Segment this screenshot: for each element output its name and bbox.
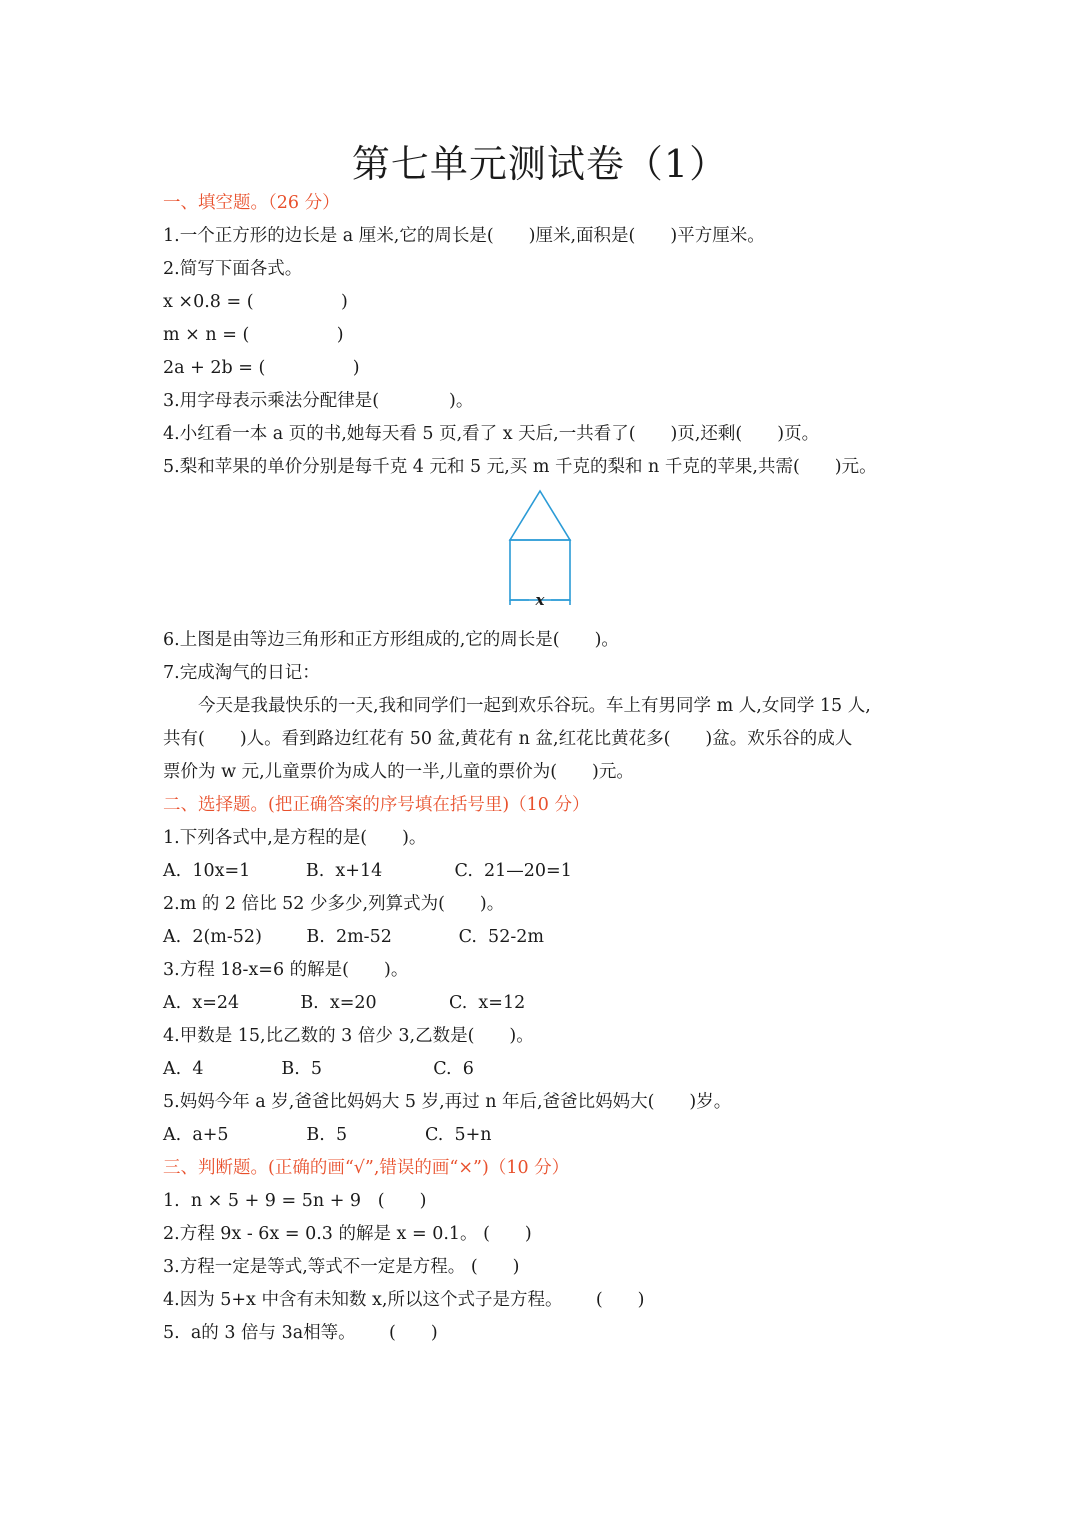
section-3-heading: 三、判断题。(正确的画“√”,错误的画“×”)（10 分） <box>163 1158 570 1178</box>
s1-question-5: 5.梨和苹果的单价分别是每千克 4 元和 5 元,买 m 千克的梨和 n 千克的苹果,共需( )元。 <box>163 457 877 477</box>
s2-options-2: A. 2(m-52) B. 2m-52 C. 52-2m <box>163 927 544 947</box>
s1-question-4: 4.小红看一本 a 页的书,她每天看 5 页,看了 x 天后,一共看了( )页,还剩( )页。 <box>163 424 820 444</box>
s1-question-2a: x ×0.8 = ( ) <box>163 292 348 312</box>
s1-question-1: 1.一个正方形的边长是 a 厘米,它的周长是( )厘米,面积是( )平方厘米。 <box>163 226 765 246</box>
s3-question-3: 3.方程一定是等式,等式不一定是方程。 ( ) <box>163 1257 520 1277</box>
s1-question-3: 3.用字母表示乘法分配律是( )。 <box>163 391 474 411</box>
s2-options-4: A. 4 B. 5 C. 6 <box>163 1059 474 1079</box>
s3-question-1: 1. n × 5 + 9 = 5n + 9 ( ) <box>163 1191 427 1211</box>
s1-question-2c: 2a + 2b = ( ) <box>163 358 360 378</box>
s3-question-4: 4.因为 5+x 中含有未知数 x,所以这个式子是方程。 ( ) <box>163 1290 645 1310</box>
s1-question-2: 2.简写下面各式。 <box>163 259 303 279</box>
s2-options-3: A. x=24 B. x=20 C. x=12 <box>163 993 526 1013</box>
s2-question-5: 5.妈妈今年 a 岁,爸爸比妈妈大 5 岁,再过 n 年后,爸爸比妈妈大( )岁。 <box>163 1092 732 1112</box>
s2-question-3: 3.方程 18-x=6 的解是( )。 <box>163 960 409 980</box>
s1-question-2b: m × n = ( ) <box>163 325 344 345</box>
s1-diary-line-2: 共有( )人。看到路边红花有 50 盆,黄花有 n 盆,红花比黄花多( )盆。欢乐谷的成人 <box>163 729 853 749</box>
section-1-heading: 一、填空题。（26 分） <box>163 193 340 213</box>
figure-side-label: x <box>535 591 545 609</box>
house-figure <box>505 488 577 610</box>
s3-question-2: 2.方程 9x - 6x = 0.3 的解是 x = 0.1。 ( ) <box>163 1224 532 1244</box>
section-2-heading: 二、选择题。(把正确答案的序号填在括号里)（10 分） <box>163 795 590 815</box>
s1-diary-line-3: 票价为 w 元,儿童票价为成人的一半,儿童的票价为( )元。 <box>163 762 634 782</box>
s2-question-2: 2.m 的 2 倍比 52 少多少,列算式为( )。 <box>163 894 505 914</box>
s1-diary-line-1: 今天是我最快乐的一天,我和同学们一起到欢乐谷玩。车上有男同学 m 人,女同学 15 人, <box>163 696 871 716</box>
s2-question-1: 1.下列各式中,是方程的是( )。 <box>163 828 427 848</box>
s2-question-4: 4.甲数是 15,比乙数的 3 倍少 3,乙数是( )。 <box>163 1026 534 1046</box>
s2-options-5: A. a+5 B. 5 C. 5+n <box>163 1125 492 1145</box>
triangle-shape <box>510 491 570 540</box>
s2-options-1: A. 10x=1 B. x+14 C. 21—20=1 <box>163 861 572 881</box>
s1-question-6: 6.上图是由等边三角形和正方形组成的,它的周长是( )。 <box>163 630 619 650</box>
s3-question-5: 5. a的 3 倍与 3a相等。 ( ) <box>163 1323 438 1343</box>
s1-question-7: 7.完成淘气的日记： <box>163 663 320 683</box>
page-title: 第七单元测试卷（1） <box>351 142 729 186</box>
